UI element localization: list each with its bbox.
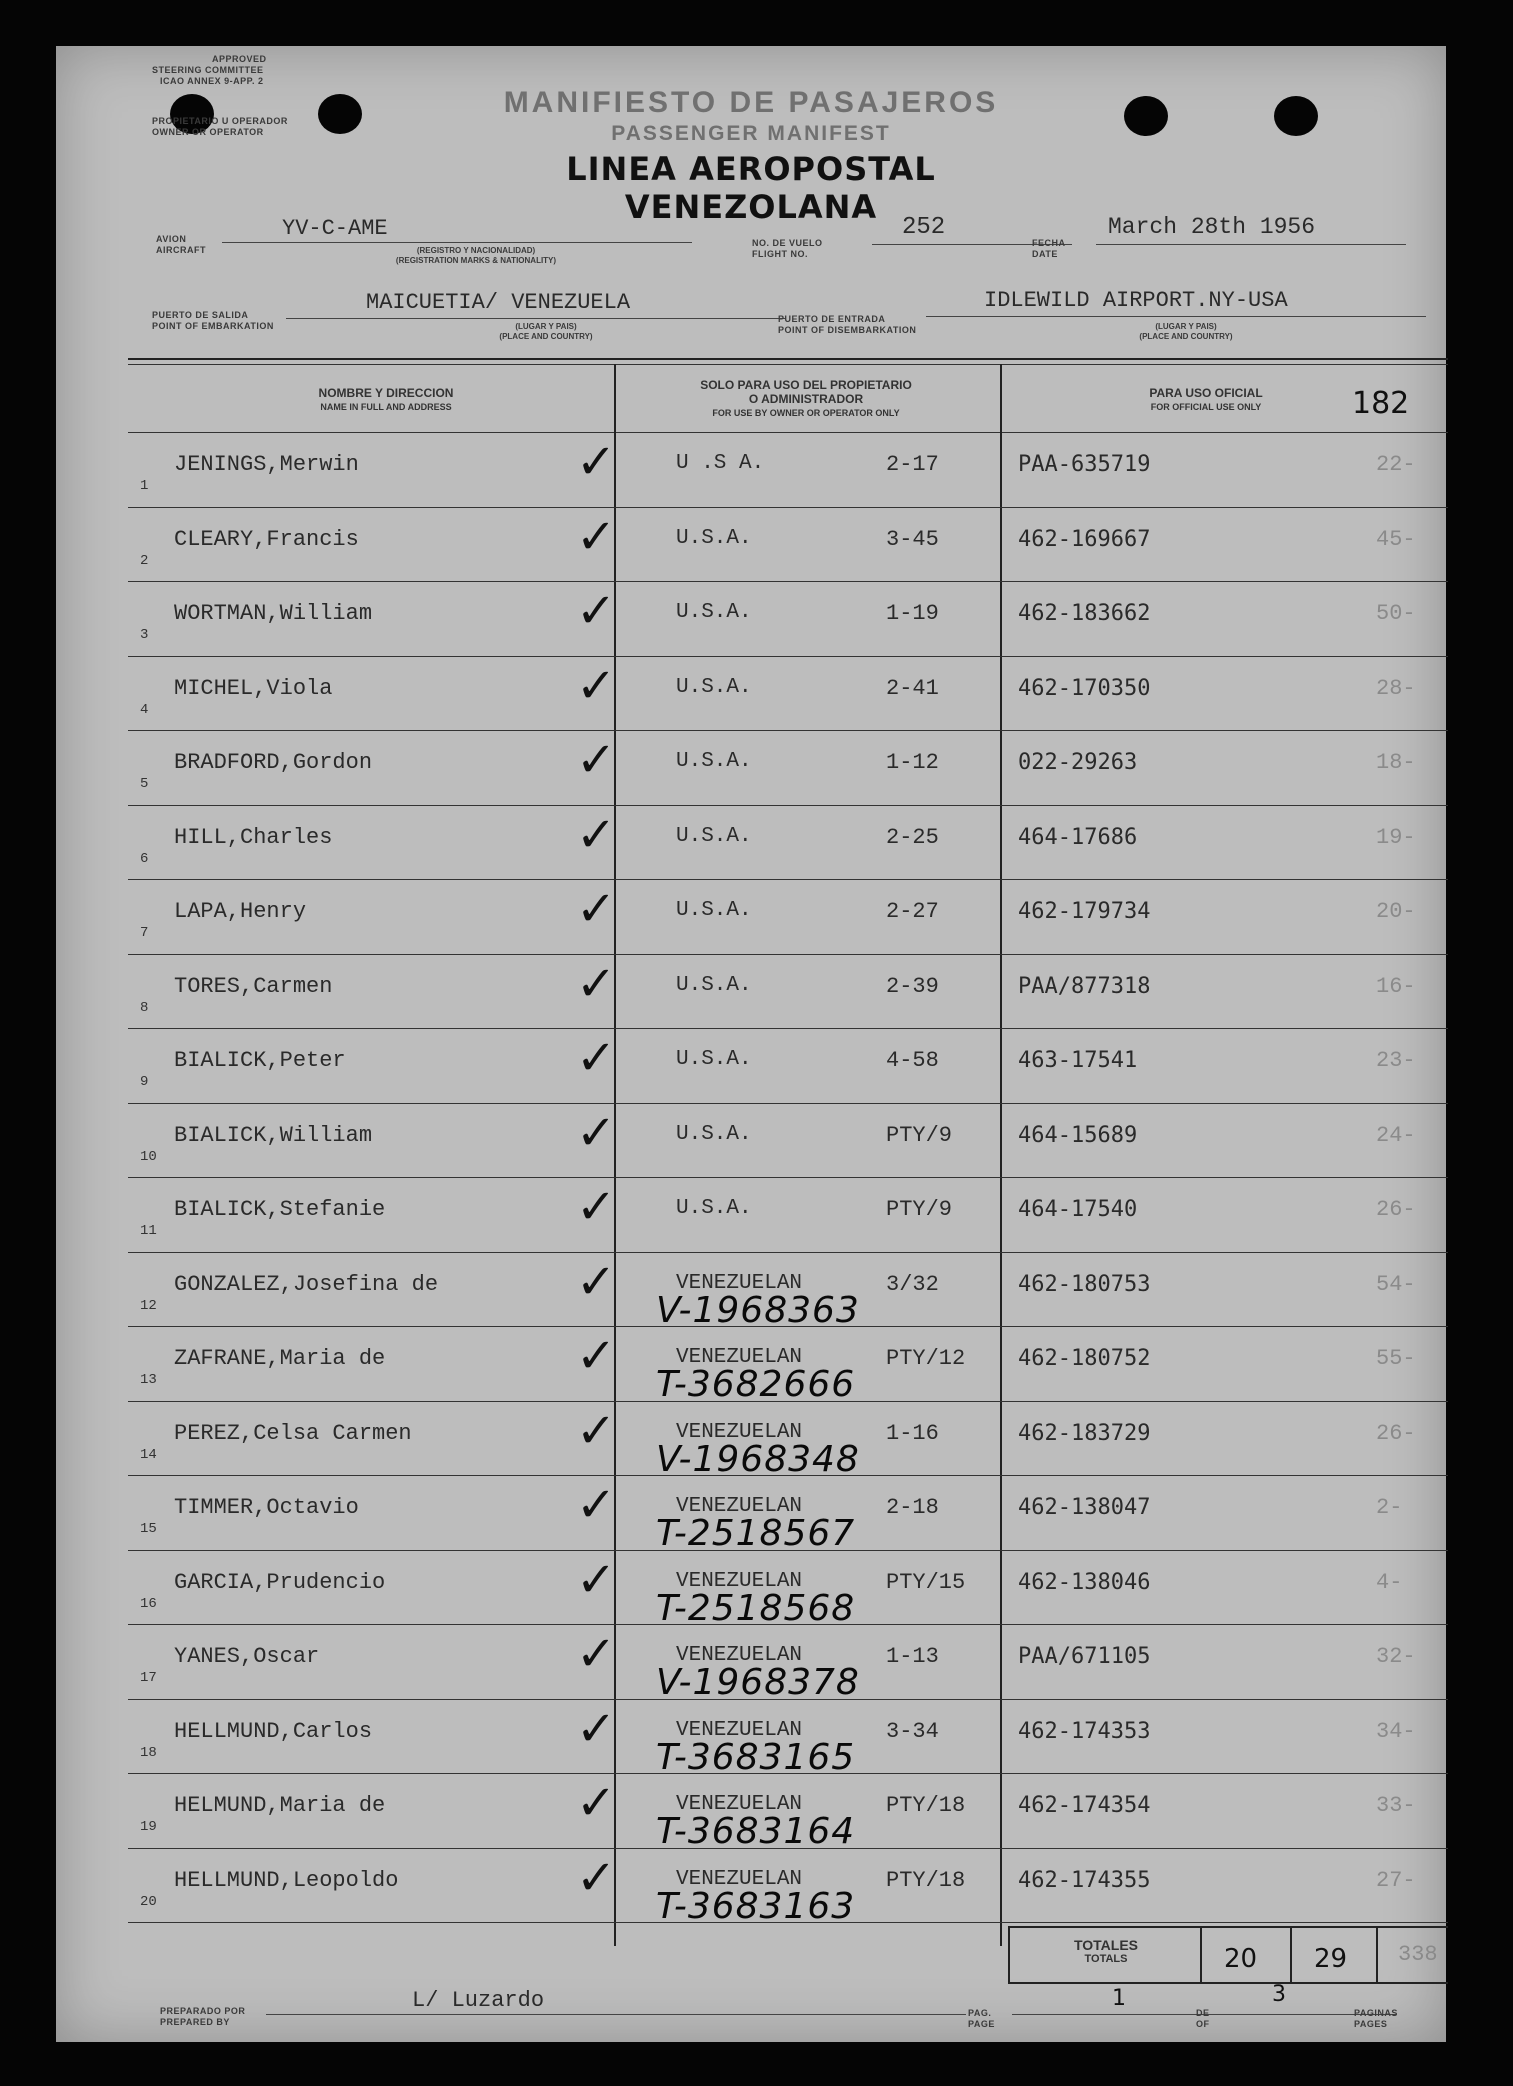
table-top-rule-2 (128, 364, 1448, 365)
page-label (968, 2008, 995, 2030)
official-tag: 16- (1376, 974, 1416, 999)
check-mark-icon: ✓ (576, 1254, 617, 1310)
aircraft-sub-en: (REGISTRATION MARKS & NATIONALITY) (395, 256, 557, 265)
row-number: 13 (140, 1372, 157, 1388)
handwritten-id: V-1968363 (656, 1290, 860, 1331)
disembark-sub-en: (PLACE AND COUNTRY) (1139, 332, 1233, 341)
page-label-en: PAGE (968, 2019, 995, 2029)
check-mark-icon: ✓ (576, 1403, 617, 1459)
passenger-name: LAPA,Henry (174, 899, 307, 924)
nationality: VENEZUELAN (676, 1868, 803, 1891)
owner-code: PTY/15 (886, 1570, 966, 1595)
official-tag: 32- (1376, 1644, 1416, 1669)
owner-code: 3/32 (886, 1272, 939, 1297)
passenger-name: ZAFRANE,Maria de (174, 1346, 386, 1371)
date-label-en: DATE (1032, 249, 1058, 259)
nationality: U.S.A. (676, 1123, 752, 1146)
official-tag: 19- (1376, 825, 1416, 850)
of-label-en: OF (1196, 2019, 1210, 2029)
passenger-name: JENINGS,Merwin (174, 452, 359, 477)
handwritten-id: T-2518568 (656, 1588, 856, 1629)
nationality: VENEZUELAN (676, 1793, 803, 1816)
ticket-number: 464-15689 (1018, 1123, 1138, 1148)
owner-code: PTY/9 (886, 1123, 953, 1148)
page-stamp-number: 182 (1352, 386, 1410, 421)
passenger-name: WORTMAN,William (174, 601, 373, 626)
aircraft-sub-es: (REGISTRO Y NACIONALIDAD) (416, 246, 536, 255)
row-number: 10 (140, 1149, 157, 1165)
flight-label-es: NO. DE VUELO (752, 238, 823, 248)
passenger-name: PEREZ,Celsa Carmen (174, 1421, 412, 1446)
ticket-number: 462-138047 (1018, 1495, 1151, 1520)
row-number: 11 (140, 1223, 157, 1239)
ticket-number: PAA-635719 (1018, 452, 1151, 477)
header-bottom-rule (128, 432, 1448, 433)
check-mark-icon: ✓ (576, 1105, 617, 1161)
official-tag: 27- (1376, 1868, 1416, 1893)
check-mark-icon: ✓ (576, 1030, 617, 1086)
owner-code: PTY/18 (886, 1868, 966, 1893)
approval-line-1: APPROVED (212, 54, 267, 64)
check-mark-icon: ✓ (576, 732, 617, 788)
owner-label (152, 116, 288, 138)
row-number: 8 (140, 1000, 149, 1016)
of-label (1196, 2008, 1210, 2030)
colhead-owner-1: SOLO PARA USO DEL PROPIETARIO (700, 378, 912, 392)
ticket-number: 462-138046 (1018, 1570, 1151, 1595)
passenger-name: TORES,Carmen (174, 974, 333, 999)
check-mark-icon: ✓ (576, 807, 617, 863)
passenger-name: BIALICK,Stefanie (174, 1197, 386, 1222)
row-rule (128, 656, 1448, 657)
row-number: 9 (140, 1074, 149, 1090)
totals-label-es: TOTALES (1073, 1937, 1139, 1953)
check-mark-icon: ✓ (576, 1775, 617, 1831)
owner-code: 1-12 (886, 750, 939, 775)
embark-sub-en: (PLACE AND COUNTRY) (499, 332, 593, 341)
page-current: 1 (1112, 1986, 1126, 2011)
nationality: VENEZUELAN (676, 1346, 803, 1369)
check-mark-icon: ✓ (576, 583, 617, 639)
row-number: 14 (140, 1447, 157, 1463)
official-tag: 45- (1376, 527, 1416, 552)
colhead-official-es: PARA USO OFICIAL (1149, 386, 1263, 400)
row-rule (128, 805, 1448, 806)
official-tag: 18- (1376, 750, 1416, 775)
row-number: 16 (140, 1596, 157, 1612)
owner-code: 3-34 (886, 1719, 939, 1744)
owner-code: 1-19 (886, 601, 939, 626)
page-total: 3 (1272, 1982, 1286, 2007)
totals-label (1036, 1938, 1176, 1966)
ticket-number: 462-170350 (1018, 676, 1151, 701)
row-number: 1 (140, 478, 149, 494)
official-tag: 55- (1376, 1346, 1416, 1371)
prepared-label-es: PREPARADO POR (160, 2006, 246, 2016)
column-header-official (1096, 386, 1316, 414)
owner-label-es: PROPIETARIO U OPERADOR (152, 116, 288, 126)
check-mark-icon: ✓ (576, 1179, 617, 1235)
totals-bottom-rule (1008, 1982, 1448, 1984)
row-number: 6 (140, 851, 149, 867)
ticket-number: 462-180752 (1018, 1346, 1151, 1371)
ticket-number: PAA/877318 (1018, 974, 1151, 999)
flight-number: 252 (902, 214, 946, 241)
passenger-name: HELLMUND,Carlos (174, 1719, 373, 1744)
row-number: 20 (140, 1894, 157, 1910)
nationality: U.S.A. (676, 1197, 752, 1220)
handwritten-id: T-3682666 (656, 1364, 856, 1405)
owner-code: 1-13 (886, 1644, 939, 1669)
totals-value-c: 338 (1398, 1942, 1438, 1967)
passenger-name: YANES,Oscar (174, 1644, 320, 1669)
pages-label-es: PAGINAS (1354, 2008, 1398, 2018)
owner-code: 2-17 (886, 452, 939, 477)
row-rule (128, 1028, 1448, 1029)
ticket-number: 463-17541 (1018, 1048, 1138, 1073)
embark-sub-es: (LUGAR Y PAIS) (515, 322, 577, 331)
disembark-sub-es: (LUGAR Y PAIS) (1155, 322, 1217, 331)
owner-code: 2-25 (886, 825, 939, 850)
nationality: U.S.A. (676, 825, 752, 848)
approval-note (152, 54, 267, 87)
row-rule (128, 879, 1448, 880)
handwritten-id: T-2518567 (656, 1513, 856, 1554)
passenger-name: GARCIA,Prudencio (174, 1570, 386, 1595)
aircraft-label-en: AIRCRAFT (156, 245, 206, 255)
of-label-es: DE (1196, 2008, 1210, 2018)
ticket-number: 464-17540 (1018, 1197, 1138, 1222)
official-tag: 28- (1376, 676, 1416, 701)
nationality: U.S.A. (676, 750, 752, 773)
row-number: 7 (140, 925, 149, 941)
check-mark-icon: ✓ (576, 1328, 617, 1384)
check-mark-icon: ✓ (576, 1850, 617, 1906)
official-tag: 22- (1376, 452, 1416, 477)
ticket-number: 462-169667 (1018, 527, 1151, 552)
ticket-number: 462-174353 (1018, 1719, 1151, 1744)
official-tag: 2- (1376, 1495, 1403, 1520)
check-mark-icon: ✓ (576, 509, 617, 565)
row-rule (128, 581, 1448, 582)
nationality: VENEZUELAN (676, 1495, 803, 1518)
passenger-name: BIALICK,Peter (174, 1048, 346, 1073)
totals-top-rule (1008, 1926, 1448, 1928)
page-label-es: PAG. (968, 2008, 992, 2018)
passenger-name: BRADFORD,Gordon (174, 750, 373, 775)
date-underline (1096, 244, 1406, 245)
punch-hole-4 (1274, 96, 1318, 136)
title-spanish: MANIFIESTO DE PASAJEROS (503, 86, 999, 119)
totals-sep-2 (1290, 1926, 1292, 1984)
passenger-name: GONZALEZ,Josefina de (174, 1272, 439, 1297)
disembark-label-en: POINT OF DISEMBARKATION (778, 325, 917, 335)
embarkation-place: MAICUETIA/ VENEZUELA (366, 290, 631, 315)
check-mark-icon: ✓ (576, 434, 617, 490)
row-rule (128, 1177, 1448, 1178)
embark-place-sublabel (446, 322, 646, 342)
ticket-number: 462-183662 (1018, 601, 1151, 626)
nationality: VENEZUELAN (676, 1570, 803, 1593)
table-top-rule (128, 358, 1448, 360)
handwritten-id: T-3683163 (656, 1886, 856, 1927)
check-mark-icon: ✓ (576, 1552, 617, 1608)
colhead-name-en: NAME IN FULL AND ADDRESS (320, 402, 452, 412)
colhead-owner-3: FOR USE BY OWNER OR OPERATOR ONLY (712, 408, 900, 418)
column-header-name (236, 386, 536, 414)
row-number: 4 (140, 702, 149, 718)
flight-label-en: FLIGHT NO. (752, 249, 808, 259)
row-number: 19 (140, 1819, 157, 1835)
disembarkation-place: IDLEWILD AIRPORT.NY-USA (984, 288, 1288, 313)
manifest-sheet (56, 46, 1446, 2042)
owner-code: 2-39 (886, 974, 939, 999)
row-rule (128, 730, 1448, 731)
official-tag: 23- (1376, 1048, 1416, 1073)
divider-owner-official (1000, 364, 1002, 1946)
row-number: 2 (140, 553, 149, 569)
owner-code: PTY/18 (886, 1793, 966, 1818)
totals-value-b: 29 (1314, 1944, 1348, 1974)
colhead-official-en: FOR OFFICIAL USE ONLY (1150, 402, 1262, 412)
official-tag: 50- (1376, 601, 1416, 626)
passenger-name: HELMUND,Maria de (174, 1793, 386, 1818)
ticket-number: PAA/671105 (1018, 1644, 1151, 1669)
handwritten-id: T-3683164 (656, 1811, 856, 1852)
official-tag: 33- (1376, 1793, 1416, 1818)
flight-date: March 28th 1956 (1108, 214, 1316, 240)
official-tag: 26- (1376, 1421, 1416, 1446)
ticket-number: 462-183729 (1018, 1421, 1151, 1446)
totals-left (1008, 1926, 1010, 1984)
embarkation-label (152, 310, 274, 332)
row-rule (128, 1103, 1448, 1104)
passenger-name: BIALICK,William (174, 1123, 373, 1148)
nationality: U.S.A. (676, 676, 752, 699)
check-mark-icon: ✓ (576, 1701, 617, 1757)
passenger-name: CLEARY,Francis (174, 527, 359, 552)
owner-code: PTY/12 (886, 1346, 966, 1371)
nationality: VENEZUELAN (676, 1421, 803, 1444)
handwritten-id: V-1968378 (656, 1662, 860, 1703)
prepared-label-en: PREPARED BY (160, 2017, 230, 2027)
prepared-by: L/ Luzardo (412, 1988, 545, 2013)
row-rule (128, 1252, 1448, 1253)
aircraft-registration: YV-C-AME (282, 216, 388, 241)
ticket-number: 462-180753 (1018, 1272, 1151, 1297)
owner-label-en: OWNER OR OPERATOR (152, 127, 264, 137)
nationality: U.S.A. (676, 1048, 752, 1071)
airline-name: LINEA AEROPOSTAL VENEZOLANA (566, 150, 936, 226)
embark-underline (286, 318, 786, 319)
punch-hole-3 (1124, 96, 1168, 136)
flight-number-label (752, 238, 823, 260)
disembark-place-sublabel (1086, 322, 1286, 342)
row-rule (128, 507, 1448, 508)
official-tag: 54- (1376, 1272, 1416, 1297)
official-tag: 24- (1376, 1123, 1416, 1148)
date-label (1032, 238, 1066, 260)
ticket-number: 022-29263 (1018, 750, 1138, 775)
check-mark-icon: ✓ (576, 1477, 617, 1533)
title-english: PASSENGER MANIFEST (611, 122, 891, 145)
aircraft-underline (222, 242, 692, 243)
official-tag: 20- (1376, 899, 1416, 924)
date-label-es: FECHA (1032, 238, 1066, 248)
aircraft-label-es: AVION (156, 234, 187, 244)
approval-line-3: ICAO ANNEX 9-APP. 2 (160, 76, 264, 86)
totals-value-a: 20 (1224, 1944, 1258, 1974)
owner-code: 2-41 (886, 676, 939, 701)
embark-label-es: PUERTO DE SALIDA (152, 310, 249, 320)
owner-code: 1-16 (886, 1421, 939, 1446)
pages-label (1354, 2008, 1398, 2030)
approval-line-2: STEERING COMMITTEE (152, 65, 264, 75)
ticket-number: 464-17686 (1018, 825, 1138, 850)
row-number: 12 (140, 1298, 157, 1314)
handwritten-id: V-1968348 (656, 1439, 860, 1480)
disembarkation-label (778, 314, 916, 336)
nationality: U.S.A. (676, 974, 752, 997)
nationality: VENEZUELAN (676, 1272, 803, 1295)
owner-code: 4-58 (886, 1048, 939, 1073)
pages-label-en: PAGES (1354, 2019, 1388, 2029)
official-tag: 26- (1376, 1197, 1416, 1222)
disembark-label-es: PUERTO DE ENTRADA (778, 314, 886, 324)
colhead-owner-2: O ADMINISTRADOR (748, 392, 864, 406)
nationality: U.S.A. (676, 899, 752, 922)
nationality: VENEZUELAN (676, 1719, 803, 1742)
owner-code: 2-18 (886, 1495, 939, 1520)
handwritten-id: T-3683165 (656, 1737, 856, 1778)
check-mark-icon: ✓ (576, 956, 617, 1012)
ticket-number: 462-174354 (1018, 1793, 1151, 1818)
row-number: 15 (140, 1521, 157, 1537)
check-mark-icon: ✓ (576, 881, 617, 937)
nationality: U .S A. (676, 452, 765, 475)
row-rule (128, 954, 1448, 955)
totals-sep-3 (1376, 1926, 1378, 1984)
aircraft-sublabel (306, 246, 646, 266)
totals-sep-1 (1200, 1926, 1202, 1984)
ticket-number: 462-179734 (1018, 899, 1151, 924)
colhead-name-es: NOMBRE Y DIRECCION (318, 386, 454, 400)
passenger-name: HILL,Charles (174, 825, 333, 850)
column-header-owner (636, 378, 976, 420)
passenger-name: TIMMER,Octavio (174, 1495, 359, 1520)
check-mark-icon: ✓ (576, 658, 617, 714)
row-number: 3 (140, 627, 149, 643)
prepared-by-label (160, 2006, 245, 2028)
embark-label-en: POINT OF EMBARKATION (152, 321, 274, 331)
check-mark-icon: ✓ (576, 1626, 617, 1682)
ticket-number: 462-174355 (1018, 1868, 1151, 1893)
nationality: U.S.A. (676, 527, 752, 550)
owner-code: PTY/9 (886, 1197, 953, 1222)
passenger-name: HELLMUND,Leopoldo (174, 1868, 399, 1893)
row-number: 5 (140, 776, 149, 792)
row-number: 17 (140, 1670, 157, 1686)
disembark-underline (926, 316, 1426, 317)
passenger-name: MICHEL,Viola (174, 676, 333, 701)
totals-label-en: TOTALS (1084, 1953, 1128, 1965)
nationality: U.S.A. (676, 601, 752, 624)
owner-code: 3-45 (886, 527, 939, 552)
row-number: 18 (140, 1745, 157, 1761)
official-tag: 34- (1376, 1719, 1416, 1744)
punch-hole-2 (318, 94, 362, 134)
nationality: VENEZUELAN (676, 1644, 803, 1667)
aircraft-label (156, 234, 206, 256)
owner-code: 2-27 (886, 899, 939, 924)
official-tag: 4- (1376, 1570, 1403, 1595)
prepared-underline (266, 2014, 966, 2015)
